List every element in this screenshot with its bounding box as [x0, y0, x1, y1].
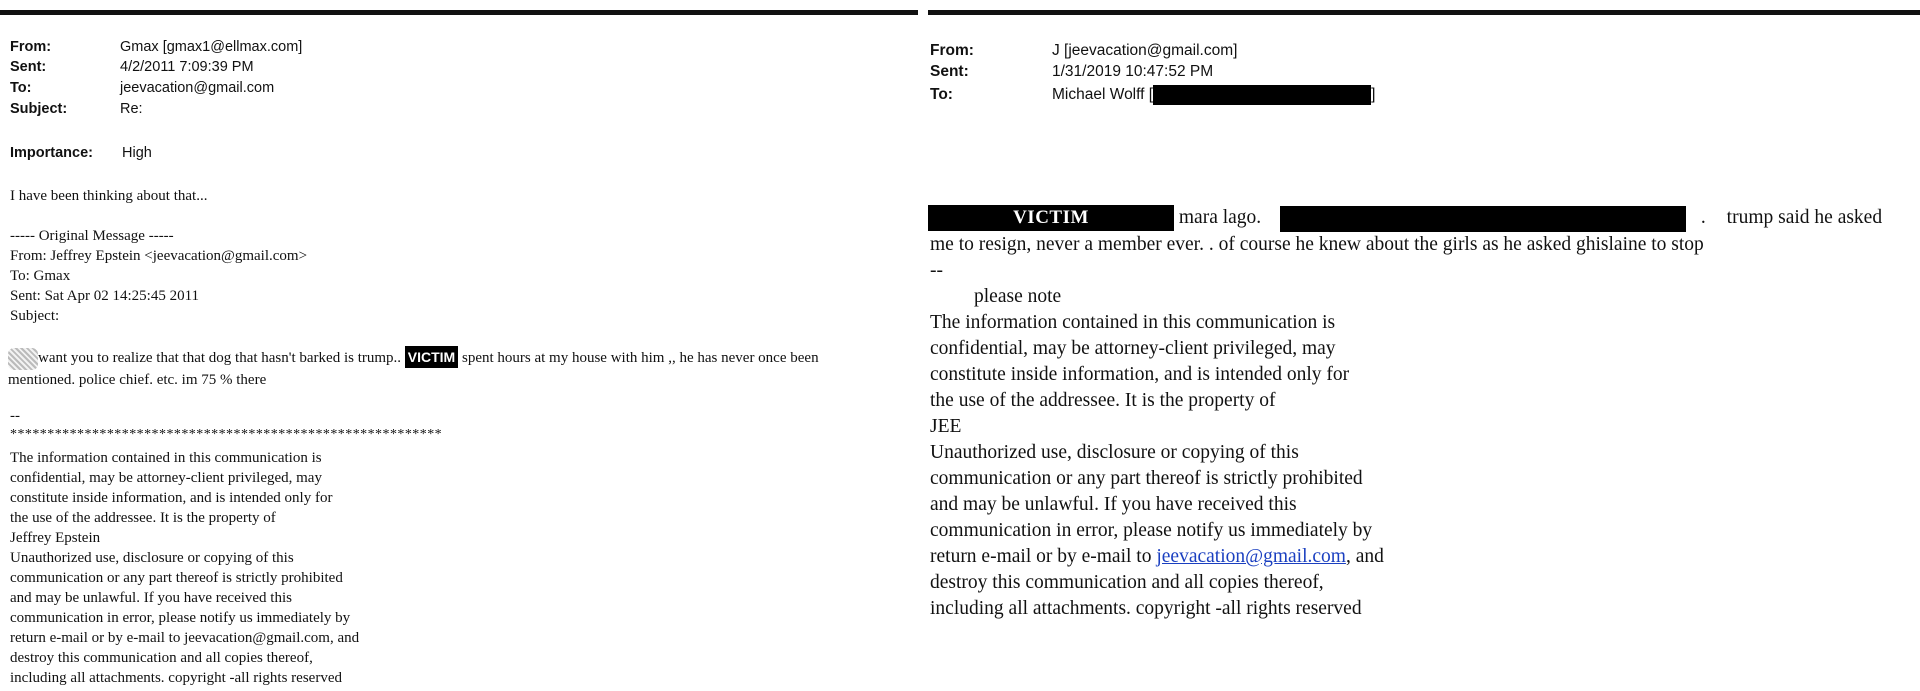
- message-text: mara lago.: [1178, 207, 1262, 228]
- disclaimer-line: destroy this communication and all copies thereof,: [930, 572, 1324, 593]
- disclaimer-line: constitute inside information, and is intended only for: [10, 490, 333, 506]
- header-label: Subject:: [10, 101, 68, 117]
- disclaimer-line: communication or any part thereof is strictly prohibited: [930, 468, 1363, 489]
- text-redaction: [1280, 206, 1686, 232]
- disclaimer-text: return e-mail or by e-mail to: [930, 546, 1157, 567]
- disclaimer-line: destroy this communication and all copies thereof,: [10, 650, 313, 666]
- disclaimer-line: Jeffrey Epstein: [10, 530, 101, 546]
- disclaimer-line: communication or any part thereof is strictly prohibited: [10, 570, 343, 586]
- disclaimer-text: , and: [1345, 546, 1384, 567]
- email-link[interactable]: jeevacation@gmail.com: [1156, 546, 1346, 567]
- disclaimer-line: communication in error, please notify us immediately by: [10, 610, 351, 626]
- header-label: To:: [10, 80, 32, 96]
- message-body: [8, 346, 819, 390]
- message-line-2: me to resign, never a member ever. . of course he knew about the girls as he asked ghislaine to stop: [930, 234, 1704, 255]
- header-value: Gmax [gmax1@ellmax.com]: [120, 39, 303, 55]
- disclaimer-line: The information contained in this communication is: [10, 450, 322, 466]
- message-line-2: mentioned. police chief. etc. im 75 % there: [8, 371, 267, 388]
- disclaimer-line: communication in error, please notify us immediately by: [930, 520, 1373, 541]
- bracket-close: ]: [1371, 86, 1376, 104]
- original-line: Sent: Sat Apr 02 14:25:45 2011: [10, 288, 200, 304]
- header-value: Re:: [120, 101, 143, 117]
- header-value: [1052, 85, 1375, 105]
- disclaimer-line: confidential, may be attorney-client privileged, may: [930, 338, 1336, 359]
- signature-dashes: --: [930, 260, 943, 281]
- recipient-name: Michael Wolff [: [1052, 86, 1154, 104]
- header-label: Sent:: [10, 59, 47, 75]
- header-label: To:: [930, 86, 953, 103]
- please-note: please note: [974, 286, 1062, 307]
- disclaimer-line: including all attachments. copyright -all rights reserved: [10, 670, 342, 686]
- signature-dashes: --: [10, 408, 20, 424]
- reply-text: I have been thinking about that...: [10, 188, 208, 204]
- header-label: From:: [930, 42, 974, 59]
- confidentiality-disclaimer: [10, 448, 359, 688]
- asterisk-divider: **********************************************************: [10, 427, 443, 442]
- left-email-document: [0, 0, 920, 691]
- disclaimer-line: confidential, may be attorney-client privileged, may: [10, 470, 322, 486]
- disclaimer-line: return e-mail or by e-mail to jeevacation@gmail.com, and: [10, 630, 360, 646]
- disclaimer-line: including all attachments. copyright -all rights reserved: [930, 598, 1362, 619]
- email-redaction: [1153, 85, 1371, 105]
- header-label: Sent:: [930, 63, 969, 80]
- scan-smudge: [8, 348, 38, 370]
- disclaimer-line: JEE: [930, 416, 962, 437]
- message-line-1: [8, 346, 819, 370]
- disclaimer-return-line: [930, 544, 1384, 570]
- header-label: Importance:: [10, 145, 93, 161]
- header-value: jeevacation@gmail.com: [120, 80, 275, 96]
- victim-redaction: VICTIM: [405, 346, 458, 368]
- original-line: ----- Original Message -----: [10, 228, 174, 244]
- disclaimer-line: the use of the addressee. It is the property of: [930, 390, 1276, 411]
- message-text: want you to realize that that dog that hasn't barked is trump..: [38, 350, 402, 366]
- disclaimer-line: constitute inside information, and is intended only for: [930, 364, 1350, 385]
- disclaimer-line: the use of the addressee. It is the property of: [10, 510, 276, 526]
- original-line: To: Gmax: [10, 268, 71, 284]
- confidentiality-disclaimer: [930, 310, 1384, 622]
- disclaimer-line: Unauthorized use, disclosure or copying of this: [930, 442, 1299, 463]
- header-value: High: [122, 145, 152, 161]
- header-value: J [jeevacation@gmail.com]: [1052, 42, 1238, 59]
- message-text: spent hours at my house with him ,, he has never once been: [461, 350, 819, 366]
- victim-redaction: VICTIM: [928, 205, 1174, 231]
- disclaimer-line: Unauthorized use, disclosure or copying of this: [10, 550, 294, 566]
- disclaimer-line: and may be unlawful. If you have received this: [10, 590, 292, 606]
- header-value: 4/2/2011 7:09:39 PM: [120, 59, 254, 75]
- message-text: .: [1700, 207, 1706, 228]
- original-line: Subject:: [10, 308, 60, 324]
- original-line: From: Jeffrey Epstein <jeevacation@gmail.com>: [10, 248, 308, 264]
- message-text: trump said he asked: [1726, 207, 1883, 228]
- disclaimer-line: and may be unlawful. If you have received this: [930, 494, 1297, 515]
- header-label: From:: [10, 39, 52, 55]
- header-value: 1/31/2019 10:47:52 PM: [1052, 63, 1214, 80]
- original-message-header: [10, 226, 307, 326]
- right-email-document: [928, 0, 1920, 691]
- disclaimer-line: The information contained in this communication is: [930, 312, 1336, 333]
- message-line-1: [928, 205, 1882, 232]
